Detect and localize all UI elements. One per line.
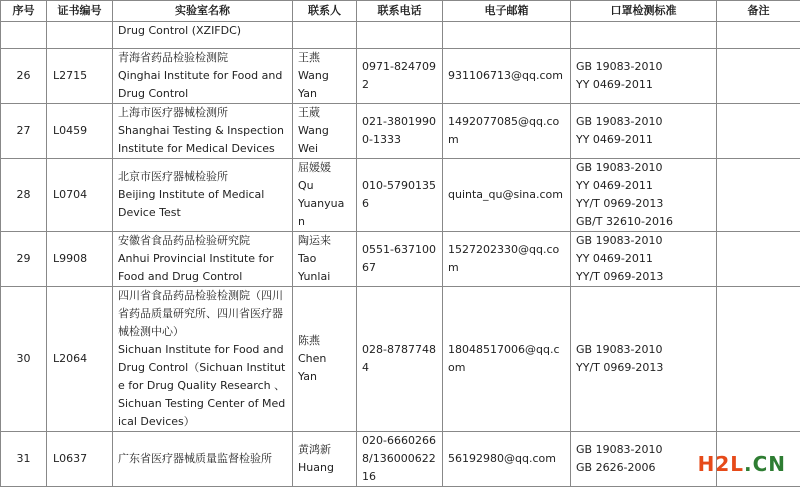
standards-cell: GB 19083-2010 YY 0469-2011 YY/T 0969-2013 GB/T 32610-2016 [571,159,717,232]
cert-number: L0704 [47,159,113,232]
table-row [1,104,800,159]
email-cell: 56192980@qq.com [443,432,571,487]
contact-cell: 王葳 Wang Wei [293,104,357,159]
phone-cell: 0551-63710067 [357,232,443,287]
lab-name-cell: 四川省食品药品检验检测院（四川省药品质量研究所、四川省医疗器械检测中心） Sichuan Institute for Food and Drug Control（Sichuan Institute for Drug Quality Research 、 Sichuan Testing Center of Medical Devices） [113,287,293,432]
phone-cell: 010-57901356 [357,159,443,232]
phone-cell: 028-87877484 [357,287,443,432]
row-number: 26 [1,49,47,104]
header-notes: 备注 [717,1,800,22]
table-row [1,49,800,104]
row-number: 27 [1,104,47,159]
header-standards: 口罩检测标准 [571,1,717,22]
email-cell: quinta_qu@sina.com [443,159,571,232]
standards-cell: GB 19083-2010 YY 0469-2011 [571,104,717,159]
header-phone: 联系电话 [357,1,443,22]
notes-cell [717,49,800,104]
row-number: 28 [1,159,47,232]
cert-number: L2715 [47,49,113,104]
table-header-row [1,1,800,22]
row-number: 31 [1,432,47,487]
lab-name-cell: Drug Control (XZIFDC) [113,22,293,49]
cert-number: L2064 [47,287,113,432]
site-watermark: H2L.CN [698,452,786,476]
header-email: 电子邮箱 [443,1,571,22]
table-row [1,159,800,232]
phone-cell: 021-38019900-1333 [357,104,443,159]
cert-number: L9908 [47,232,113,287]
contact-cell: 陈燕 Chen Yan [293,287,357,432]
lab-name-cell: 安徽省食品药品检验研究院 Anhui Provincial Institute for Food and Drug Control [113,232,293,287]
lab-name-cell: 青海省药品检验检测院 Qinghai Institute for Food and Drug Control [113,49,293,104]
standards-cell: GB 19083-2010 YY 0469-2011 [571,49,717,104]
cert-number: L0459 [47,104,113,159]
row-number: 30 [1,287,47,432]
table-row [1,287,800,432]
table-row [1,232,800,287]
cert-number: L0637 [47,432,113,487]
standards-cell: GB 19083-2010 GB 2626-2006 [571,432,717,487]
phone-cell: 020-66602668/13600062216 [357,432,443,487]
lab-name-cell: 上海市医疗器械检测所 Shanghai Testing & Inspection Institute for Medical Devices [113,104,293,159]
contact-cell: 陶运来 Tao Yunlai [293,232,357,287]
table-row-continued [1,22,800,49]
table-row [1,432,800,487]
contact-cell: 王燕 Wang Yan [293,49,357,104]
email-cell: 18048517006@qq.com [443,287,571,432]
contact-cell: 黄鸿新 Huang [293,432,357,487]
header-no: 序号 [1,1,47,22]
lab-name-cell: 北京市医疗器械检验所 Beijing Institute of Medical Device Test [113,159,293,232]
standards-cell: GB 19083-2010 YY/T 0969-2013 [571,287,717,432]
notes-cell [717,232,800,287]
phone-cell: 0971-8247092 [357,49,443,104]
notes-cell [717,159,800,232]
standards-cell: GB 19083-2010 YY 0469-2011 YY/T 0969-2013 [571,232,717,287]
notes-cell [717,104,800,159]
header-lab-name: 实验室名称 [113,1,293,22]
header-cert: 证书编号 [47,1,113,22]
contact-cell: 屈媛媛 Qu Yuanyuan [293,159,357,232]
email-cell: 1492077085@qq.com [443,104,571,159]
notes-cell [717,287,800,432]
row-number: 29 [1,232,47,287]
lab-name-cell: 广东省医疗器械质量监督检验所 [113,432,293,487]
email-cell: 1527202330@qq.com [443,232,571,287]
header-contact: 联系人 [293,1,357,22]
email-cell: 931106713@qq.com [443,49,571,104]
